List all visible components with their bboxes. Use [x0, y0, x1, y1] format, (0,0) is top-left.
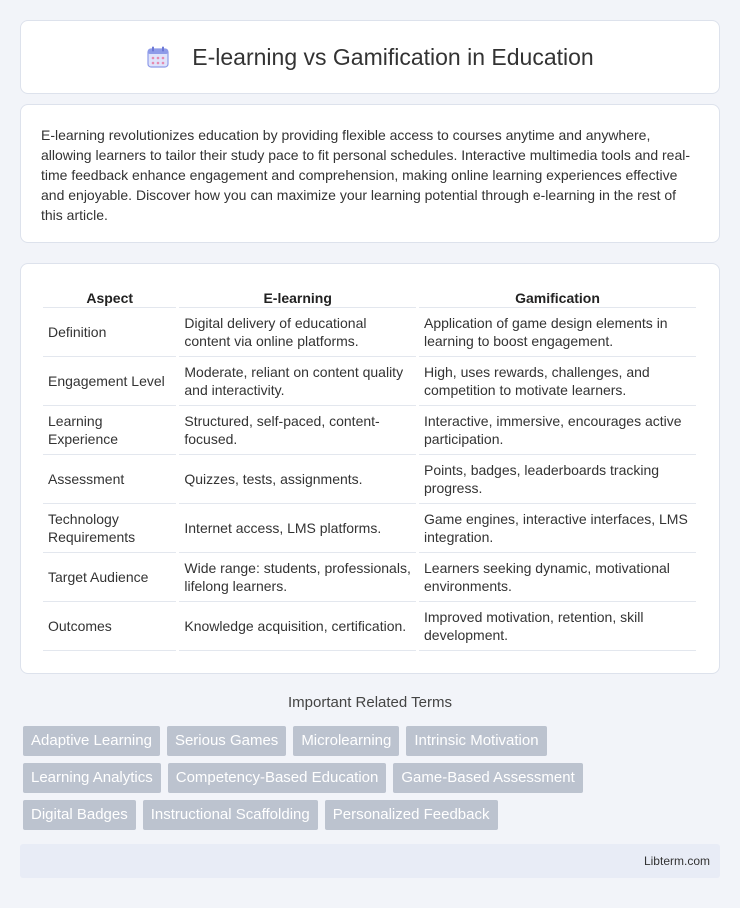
comparison-table	[40, 284, 699, 651]
calendar-icon	[146, 45, 170, 69]
related-term-tag[interactable]: Digital Badges	[23, 800, 136, 830]
aspect-cell: Engagement Level	[43, 357, 176, 406]
related-terms-row	[23, 763, 723, 793]
related-term-tag[interactable]: Adaptive Learning	[23, 726, 160, 756]
related-term-tag[interactable]: Learning Analytics	[23, 763, 161, 793]
elearning-cell: Knowledge acquisition, certification.	[179, 602, 416, 651]
aspect-cell: Target Audience	[43, 553, 176, 602]
aspect-cell: Technology Requirements	[43, 504, 176, 553]
column-header: E-learning	[179, 284, 416, 308]
table-row	[43, 406, 696, 455]
intro-text: E-learning revolutionizes education by providing flexible access to courses anytime and anywhere, allowing learners to tailor their study pace to fit personal schedules. Interactive multimedia tools and real-time feedback enhance engagement and comprehension, making online learning experiences effective and enjoyable. Discover how you can maximize your learning potential through e-learning in the rest of this article.	[41, 127, 690, 223]
footer-brand: Libterm.com	[643, 854, 710, 868]
related-term-tag[interactable]: Competency-Based Education	[168, 763, 387, 793]
gamification-cell: Learners seeking dynamic, motivational environments.	[419, 553, 696, 602]
table-row	[43, 602, 696, 651]
table-row	[43, 455, 696, 504]
aspect-cell: Outcomes	[43, 602, 176, 651]
related-term-tag[interactable]: Intrinsic Motivation	[406, 726, 546, 756]
related-terms-row	[23, 800, 723, 830]
related-term-tag[interactable]: Microlearning	[293, 726, 399, 756]
related-terms-list	[23, 726, 723, 837]
related-term-tag[interactable]: Serious Games	[167, 726, 286, 756]
table-row	[43, 357, 696, 406]
comparison-card	[20, 263, 720, 674]
table-row	[43, 553, 696, 602]
intro-card	[20, 104, 720, 243]
column-header: Gamification	[419, 284, 696, 308]
elearning-cell: Moderate, reliant on content quality and interactivity.	[179, 357, 416, 406]
elearning-cell: Quizzes, tests, assignments.	[179, 455, 416, 504]
gamification-cell: Interactive, immersive, encourages active participation.	[419, 406, 696, 455]
page-title: E-learning vs Gamification in Education	[192, 43, 594, 70]
footer	[20, 844, 720, 878]
gamification-cell: Improved motivation, retention, skill development.	[419, 602, 696, 651]
header-card	[20, 20, 720, 94]
table-row	[43, 504, 696, 553]
gamification-cell: High, uses rewards, challenges, and competition to motivate learners.	[419, 357, 696, 406]
table-row	[43, 308, 696, 357]
gamification-cell: Application of game design elements in learning to boost engagement.	[419, 308, 696, 357]
table-header-row	[43, 284, 696, 308]
related-terms-row	[23, 726, 723, 756]
related-term-tag[interactable]: Personalized Feedback	[325, 800, 498, 830]
elearning-cell: Digital delivery of educational content via online platforms.	[179, 308, 416, 357]
related-term-tag[interactable]: Instructional Scaffolding	[143, 800, 318, 830]
aspect-cell: Definition	[43, 308, 176, 357]
related-term-tag[interactable]: Game-Based Assessment	[393, 763, 582, 793]
elearning-cell: Wide range: students, professionals, lifelong learners.	[179, 553, 416, 602]
aspect-cell: Learning Experience	[43, 406, 176, 455]
gamification-cell: Game engines, interactive interfaces, LMS integration.	[419, 504, 696, 553]
elearning-cell: Internet access, LMS platforms.	[179, 504, 416, 553]
column-header: Aspect	[43, 284, 176, 308]
elearning-cell: Structured, self-paced, content-focused.	[179, 406, 416, 455]
related-terms-title: Important Related Terms	[288, 694, 452, 711]
gamification-cell: Points, badges, leaderboards tracking progress.	[419, 455, 696, 504]
aspect-cell: Assessment	[43, 455, 176, 504]
